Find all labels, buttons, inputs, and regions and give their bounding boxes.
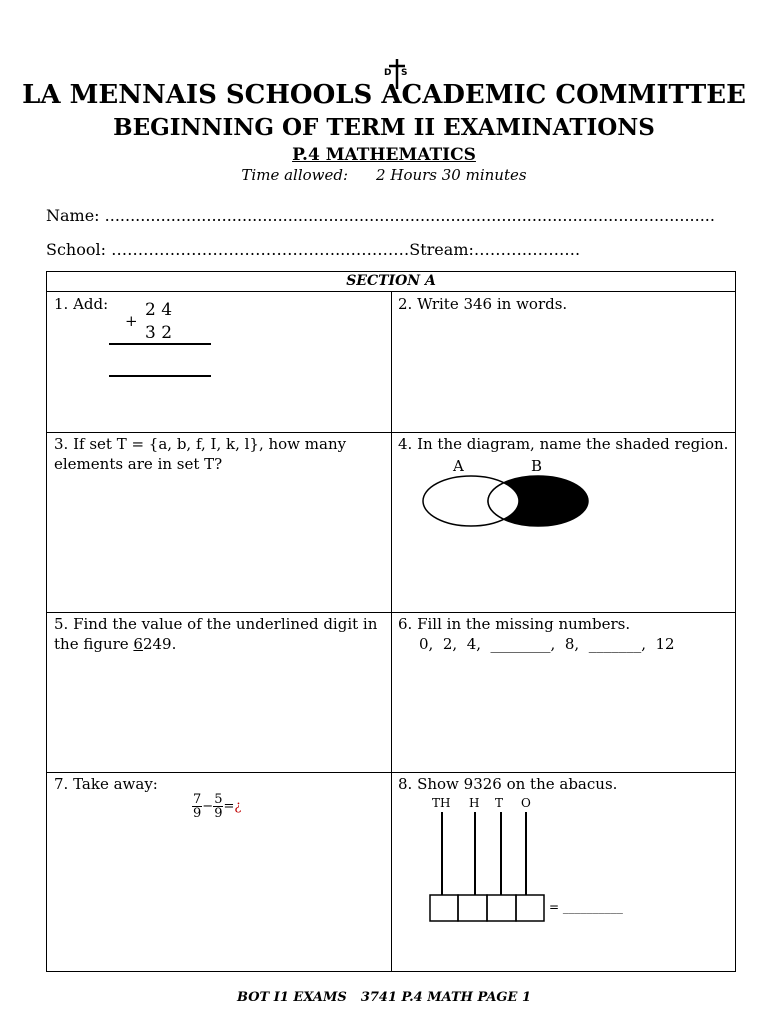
question-7: 7. Take away: — [54, 775, 158, 793]
abacus-label-h: H — [469, 796, 480, 810]
underlined-digit: 6 — [133, 635, 143, 653]
abacus-diagram — [425, 808, 545, 924]
question-4: 4. In the diagram, name the shaded region. — [398, 435, 729, 453]
abacus-label-t: T — [495, 796, 504, 810]
abacus-label-o: O — [521, 796, 531, 810]
question-3: 3. If set T = {a, b, f, I, k, l}, how many elements are in set T? — [54, 435, 347, 473]
time-allowed: Time allowed: 2 Hours 30 minutes — [241, 166, 527, 184]
school-title: LA MENNAIS SCHOOLS ACADEMIC COMMITTEE — [22, 80, 746, 110]
q7-fraction-expression: $\frac{7}{9}$ − $\frac{5}{9}$ =¿ — [193, 792, 242, 821]
section-a-table — [46, 271, 736, 972]
question-6: 6. Fill in the missing numbers. — [398, 615, 631, 633]
svg-text:D: D — [384, 68, 392, 78]
venn-label-a: A — [453, 457, 464, 475]
abacus-label-th: TH — [432, 796, 451, 810]
q6-number-sequence: 0, 2, 4, ________, 8, _______, 12 — [419, 635, 675, 653]
q1-bottom-number: 3 2 — [145, 323, 173, 343]
subject-title: P.4 MATHEMATICS — [292, 145, 476, 165]
q1-sum-line — [109, 343, 211, 345]
svg-text:S: S — [401, 68, 408, 78]
question-5: 5. Find the value of the underlined digit in the figure 6249. — [54, 615, 378, 653]
exam-title: BEGINNING OF TERM II EXAMINATIONS — [113, 114, 655, 141]
name-field[interactable]: Name: ........................................................................................................................ — [46, 206, 715, 225]
abacus-answer-line[interactable]: = __________ — [549, 900, 623, 914]
question-2: 2. Write 346 in words. — [398, 295, 568, 313]
venn-label-b: B — [531, 457, 543, 475]
q1-top-number: 2 4 — [145, 300, 173, 320]
q1-plus-sign: + — [125, 312, 138, 330]
venn-diagram — [420, 472, 594, 532]
page-footer: BOT I1 EXAMS 3741 P.4 MATH PAGE 1 — [237, 990, 531, 1005]
school-stream-field[interactable]: School: ……………………………………..…………Stream:……….………. — [46, 240, 581, 259]
question-8: 8. Show 9326 on the abacus. — [398, 775, 618, 793]
q1-answer-line[interactable] — [109, 375, 211, 377]
section-a-heading: SECTION A — [47, 272, 735, 292]
question-1: 1. Add: — [54, 295, 109, 313]
